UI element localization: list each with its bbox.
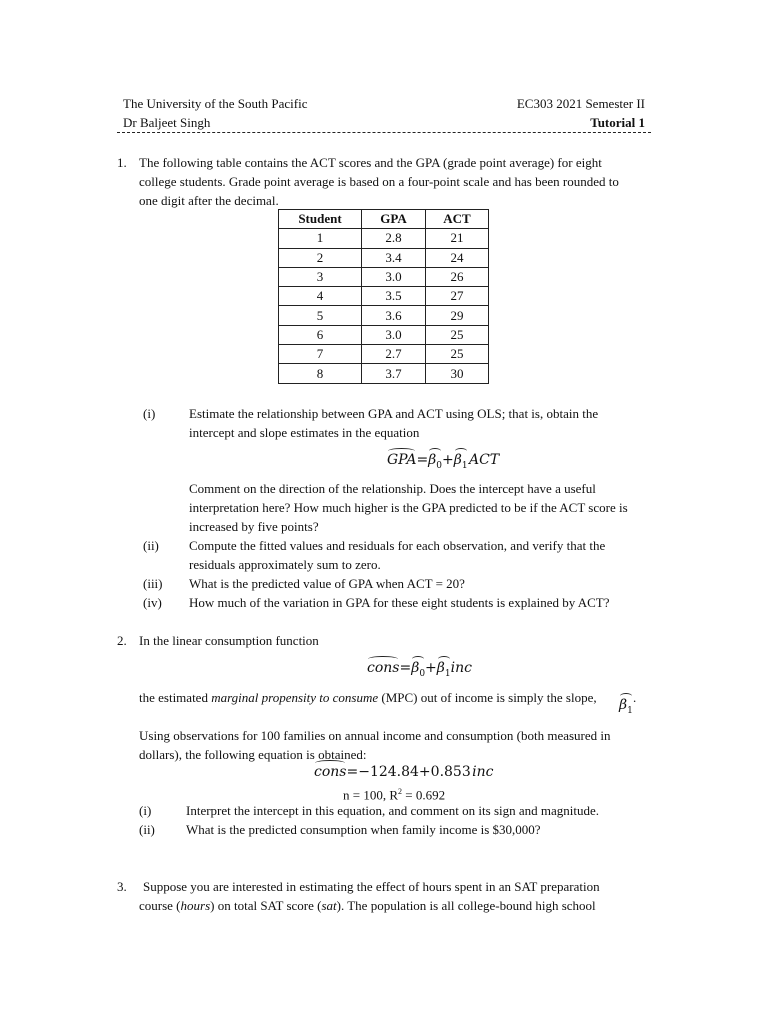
q2-part-i-label: (i) (139, 803, 152, 818)
gpa-cell: 3.7 (362, 364, 426, 383)
q1-part-i-line-2: intercept and slope estimates in the equation (189, 425, 420, 440)
mpc-text-post: (MPC) out of income is simply the slope, (378, 690, 597, 705)
subscript-1: 1 (444, 668, 451, 679)
column-header-student: Student (279, 210, 362, 229)
beta-symbol: β (411, 660, 420, 676)
q3-line-2 (139, 896, 596, 915)
q3-line-1: Suppose you are interested in estimating the effect of hours spent in an SAT preparation (143, 879, 600, 894)
table-row (279, 345, 489, 364)
estimated-consumption-equation (314, 763, 494, 782)
act-cell: 25 (426, 325, 489, 344)
beta-symbol: β (436, 660, 445, 676)
header-divider (117, 132, 651, 133)
student-cell: 2 (279, 248, 362, 267)
university-name: The University of the South Pacific (123, 96, 308, 111)
q2-part-i-text: Interpret the intercept in this equation, and comment on its sign and magnitude. (186, 803, 600, 818)
q2-obs-line-2: dollars), the following equation is obtained: (139, 747, 367, 762)
table-row (279, 248, 489, 267)
beta-symbol: β (453, 452, 462, 468)
act-variable: ACT (468, 452, 500, 468)
student-cell: 6 (279, 325, 362, 344)
equals-sign: = (416, 452, 429, 468)
q1-part-iii-label: (iii) (143, 576, 163, 591)
q1-part-iv-label: (iv) (143, 595, 162, 610)
gpa-cell: 3.5 (362, 287, 426, 306)
gpa-equation (387, 451, 499, 476)
q1-part-iv-text: How much of the variation in GPA for these eight students is explained by ACT? (189, 595, 610, 610)
lecturer-name: Dr Baljeet Singh (123, 115, 211, 130)
plus-sign: + (442, 452, 454, 468)
q1-part-i-follow-2: interpretation here? How much higher is the GPA predicted to be if the ACT score is (189, 500, 628, 515)
act-cell: 26 (426, 267, 489, 286)
cons-hat-term: cons (314, 764, 347, 780)
inc-variable: inc (472, 764, 494, 780)
plus-sign: + (425, 660, 437, 676)
table-row (279, 306, 489, 325)
sat-term: sat (321, 898, 337, 913)
tutorial-label: Tutorial 1 (590, 115, 645, 130)
subscript-0: 0 (436, 460, 442, 471)
act-cell: 30 (426, 364, 489, 383)
inc-variable: inc (450, 660, 472, 676)
r-squared-exponent: 2 (398, 787, 403, 796)
subscript-1: 1 (627, 705, 633, 716)
q3-number: 3. (117, 879, 127, 894)
q1-part-ii-line-1: Compute the fitted values and residuals for each observation, and verify that the (189, 538, 606, 553)
gpa-cell: 2.7 (362, 345, 426, 364)
act-gpa-table (278, 209, 489, 384)
beta-0-hat (428, 451, 442, 476)
stats-n-r: n = 100, R (343, 787, 399, 803)
table-row (279, 267, 489, 286)
student-cell: 8 (279, 364, 362, 383)
slope-beta-1-hat (619, 696, 633, 721)
q1-number: 1. (117, 155, 127, 170)
student-cell: 5 (279, 306, 362, 325)
act-cell: 27 (426, 287, 489, 306)
course-code: EC303 2021 Semester II (516, 96, 645, 111)
gpa-cell: 3.4 (362, 248, 426, 267)
q1-intro-line-3: one digit after the decimal. (139, 193, 279, 208)
student-cell: 3 (279, 267, 362, 286)
student-cell: 1 (279, 229, 362, 248)
act-cell: 25 (426, 345, 489, 364)
act-cell: 21 (426, 229, 489, 248)
beta-1-hat (437, 659, 451, 684)
mpc-term: marginal propensity to consume (211, 690, 379, 705)
q1-part-ii-label: (ii) (143, 538, 159, 553)
q1-part-ii-line-2: residuals approximately sum to zero. (189, 557, 381, 572)
subscript-1: 1 (461, 460, 468, 471)
q1-part-i-follow-1: Comment on the direction of the relationship. Does the intercept have a useful (189, 481, 596, 496)
stats-r2-value: = 0.692 (402, 787, 446, 803)
equals-sign: = (399, 660, 412, 676)
mpc-sentence (139, 688, 597, 707)
mpc-text-pre: the estimated (139, 690, 212, 705)
q1-intro-line-2: college students. Grade point average is based on a four-point scale and has been rounded to (139, 174, 619, 189)
q1-intro-line-1: The following table contains the ACT scores and the GPA (grade point average) for eight (139, 155, 602, 170)
slope-period: . (633, 690, 637, 705)
act-cell: 24 (426, 248, 489, 267)
table-header-row (279, 210, 489, 229)
q3-text-a: course ( (139, 898, 181, 913)
act-cell: 29 (426, 306, 489, 325)
estimated-coefficients: =−124.84+0.853 (346, 764, 471, 780)
gpa-cell: 3.6 (362, 306, 426, 325)
q1-part-iii-text: What is the predicted value of GPA when ACT = 20? (189, 576, 465, 591)
gpa-hat-term: GPA (387, 452, 417, 468)
beta-symbol: β (619, 697, 628, 713)
cons-hat-term: cons (367, 660, 400, 676)
student-cell: 4 (279, 287, 362, 306)
beta-1-hat (619, 696, 633, 721)
q3-text-b: ) on total SAT score ( (210, 898, 322, 913)
consumption-equation (367, 659, 472, 684)
table-row (279, 229, 489, 248)
gpa-cell: 3.0 (362, 325, 426, 344)
q2-number: 2. (117, 633, 127, 648)
q1-part-i-label: (i) (143, 406, 156, 421)
q3-text-c: ). The population is all college-bound high school (336, 898, 596, 913)
q2-obs-line-1: Using observations for 100 families on annual income and consumption (both measured in (139, 728, 611, 743)
student-cell: 7 (279, 345, 362, 364)
beta-0-hat (411, 659, 425, 684)
column-header-act: ACT (426, 210, 489, 229)
gpa-cell: 3.0 (362, 267, 426, 286)
q2-part-ii-text: What is the predicted consumption when family income is $30,000? (186, 822, 541, 837)
subscript-0: 0 (419, 668, 426, 679)
q1-part-i-follow-3: increased by five points? (189, 519, 319, 534)
q2-intro: In the linear consumption function (139, 633, 319, 648)
beta-symbol: β (428, 452, 437, 468)
column-header-gpa: GPA (362, 210, 426, 229)
q1-part-i-line-1: Estimate the relationship between GPA and ACT using OLS; that is, obtain the (189, 406, 599, 421)
gpa-cell: 2.8 (362, 229, 426, 248)
beta-1-hat (454, 451, 468, 476)
table-row (279, 364, 489, 383)
q2-part-ii-label: (ii) (139, 822, 155, 837)
table-row (279, 287, 489, 306)
table-row (279, 325, 489, 344)
hours-term: hours (180, 898, 211, 913)
